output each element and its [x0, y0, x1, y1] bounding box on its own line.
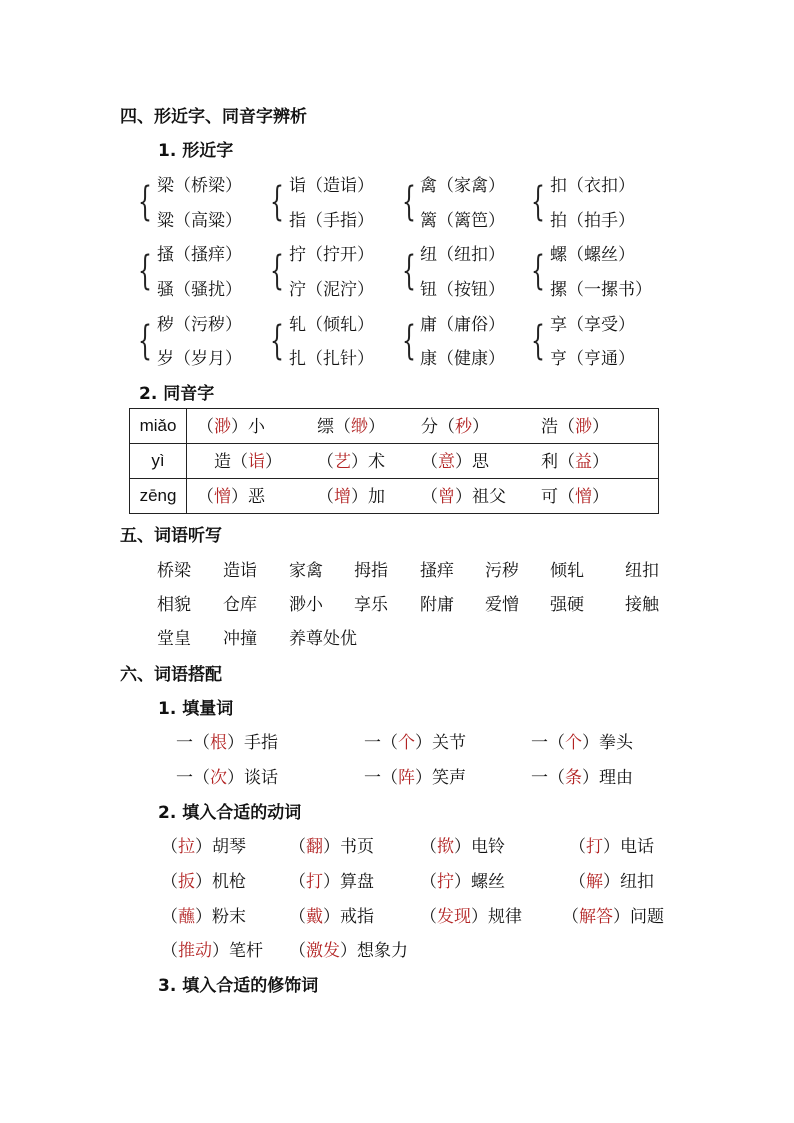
brace: { — [138, 179, 152, 225]
group-line: 骚（骚扰） — [157, 280, 242, 300]
dictation-word: 纽扣 — [625, 561, 659, 581]
section-5-title: 五、词语听写 — [120, 526, 222, 546]
group-line: 粱（高粱） — [157, 211, 242, 231]
dictation-word: 搔痒 — [420, 561, 454, 581]
dictation-word: 冲撞 — [223, 629, 257, 649]
brace: { — [402, 248, 416, 294]
subsection-similar-chars: 1. 形近字 — [158, 141, 234, 161]
subsection-measure-words: 1. 填量词 — [158, 699, 234, 719]
answer-char: 阵 — [398, 768, 415, 788]
brace: { — [270, 318, 284, 364]
word-post: ） — [592, 452, 609, 472]
verb-item: （打）算盘 — [289, 872, 374, 892]
word-post: ）加 — [351, 487, 385, 507]
group-line: 摞（一摞书） — [550, 280, 652, 300]
verb-item: （蘸）粉末 — [161, 907, 246, 927]
answer-word: 蘸 — [178, 907, 195, 927]
group-line: 轧（倾轧） — [289, 315, 374, 335]
dictation-word: 附庸 — [420, 595, 454, 615]
dictation-word: 渺小 — [289, 595, 323, 615]
verb-item: （发现）规律 — [420, 907, 522, 927]
subsection-homophones: 2. 同音字 — [139, 384, 215, 404]
brace: { — [138, 318, 152, 364]
group-line: 享（享受） — [550, 315, 635, 335]
answer-char: 增 — [334, 487, 351, 507]
answer-word: 拉 — [178, 837, 195, 857]
table-row — [130, 409, 659, 444]
group-line: 扣（衣扣） — [550, 176, 635, 196]
answer-word: 解 — [586, 872, 603, 892]
answer-char: 条 — [565, 768, 582, 788]
brace: { — [402, 318, 416, 364]
group-line: 泞（泥泞） — [289, 280, 374, 300]
group-line: 拧（拧开） — [289, 245, 374, 265]
answer-char: 秒 — [455, 417, 472, 437]
verb-item: （推动）笔杆 — [161, 941, 263, 961]
answer-char: 次 — [210, 768, 227, 788]
verb-item: （打）电话 — [569, 837, 654, 857]
group-line: 篱（篱笆） — [420, 211, 505, 231]
answer-char: 渺 — [575, 417, 592, 437]
group-line: 禽（家禽） — [420, 176, 505, 196]
group-line: 康（健康） — [420, 349, 505, 369]
answer-word: 揿 — [437, 837, 454, 857]
word-pre: （ — [197, 417, 214, 437]
measure-item: 一（根）手指 — [176, 733, 278, 753]
answer-word: 打 — [586, 837, 603, 857]
word-pre: （ — [197, 487, 214, 507]
measure-item: 一（个）拳头 — [531, 733, 633, 753]
brace: { — [531, 318, 545, 364]
measure-item: 一（条）理由 — [531, 768, 633, 788]
answer-char: 渺 — [214, 417, 231, 437]
word-pre: 可（ — [541, 487, 575, 507]
verb-item: （扳）机枪 — [161, 872, 246, 892]
subsection-verbs: 2. 填入合适的动词 — [158, 803, 302, 823]
dictation-word: 污秽 — [485, 561, 519, 581]
answer-word: 打 — [306, 872, 323, 892]
word-post: ）术 — [351, 452, 385, 472]
answer-char: 艺 — [334, 452, 351, 472]
verb-item: （翻）书页 — [289, 837, 374, 857]
group-line: 梁（桥梁） — [157, 176, 242, 196]
dictation-word: 享乐 — [354, 595, 388, 615]
brace: { — [138, 248, 152, 294]
word-pre: （ — [317, 487, 334, 507]
dictation-word: 强硬 — [550, 595, 584, 615]
word-post: ）祖父 — [455, 487, 506, 507]
verb-item: （解答）问题 — [562, 907, 664, 927]
dictation-word: 拇指 — [354, 561, 388, 581]
answer-char: 个 — [398, 733, 415, 753]
word-pre: 缥（ — [317, 417, 351, 437]
word-post: ） — [592, 487, 609, 507]
answer-char: 憎 — [575, 487, 592, 507]
measure-item: 一（次）谈话 — [176, 768, 278, 788]
words-cell — [187, 479, 659, 514]
word-pre: 分（ — [421, 417, 455, 437]
word-pre: （ — [317, 452, 334, 472]
pinyin-cell: miǎo — [130, 409, 187, 444]
word-pre: （ — [421, 452, 438, 472]
word-pre: 利（ — [541, 452, 575, 472]
dictation-word: 接触 — [625, 595, 659, 615]
table-row — [130, 479, 659, 514]
subsection-modifiers: 3. 填入合适的修饰词 — [158, 976, 319, 996]
verb-item: （解）纽扣 — [569, 872, 654, 892]
dictation-word: 爱憎 — [485, 595, 519, 615]
dictation-word: 仓库 — [223, 595, 257, 615]
group-line: 庸（庸俗） — [420, 315, 505, 335]
word-post: ） — [472, 417, 489, 437]
dictation-word: 堂皇 — [157, 629, 191, 649]
brace: { — [531, 248, 545, 294]
answer-char: 诣 — [248, 452, 265, 472]
words-cell — [187, 444, 659, 479]
homophone-table — [129, 408, 659, 514]
group-line: 秽（污秽） — [157, 315, 242, 335]
answer-char: 益 — [575, 452, 592, 472]
group-line: 拍（拍手） — [550, 211, 635, 231]
group-line: 纽（纽扣） — [420, 245, 505, 265]
section-6-title: 六、词语搭配 — [120, 665, 222, 685]
verb-item: （拧）螺丝 — [420, 872, 505, 892]
verb-item: （揿）电铃 — [420, 837, 505, 857]
answer-char: 憎 — [214, 487, 231, 507]
dictation-word: 倾轧 — [550, 561, 584, 581]
verb-item: （戴）戒指 — [289, 907, 374, 927]
word-post: ） — [368, 417, 385, 437]
group-line: 搔（搔痒） — [157, 245, 242, 265]
dictation-word: 相貌 — [157, 595, 191, 615]
group-line: 扎（扎针） — [289, 349, 374, 369]
brace: { — [270, 179, 284, 225]
answer-word: 翻 — [306, 837, 323, 857]
group-line: 钮（按钮） — [420, 280, 505, 300]
group-line: 岁（岁月） — [157, 349, 242, 369]
word-post: ） — [592, 417, 609, 437]
answer-word: 推动 — [178, 941, 212, 961]
dictation-word: 桥梁 — [157, 561, 191, 581]
answer-char: 缈 — [351, 417, 368, 437]
brace: { — [402, 179, 416, 225]
answer-word: 发现 — [437, 907, 471, 927]
measure-item: 一（个）关节 — [364, 733, 466, 753]
group-line: 指（手指） — [289, 211, 374, 231]
measure-item: 一（阵）笑声 — [364, 768, 466, 788]
answer-char: 曾 — [438, 487, 455, 507]
verb-item: （拉）胡琴 — [161, 837, 246, 857]
word-pre: 造（ — [214, 452, 248, 472]
verb-item: （激发）想象力 — [289, 941, 408, 961]
group-line: 螺（螺丝） — [550, 245, 635, 265]
answer-char: 根 — [210, 733, 227, 753]
dictation-word: 家禽 — [289, 561, 323, 581]
section-4-title: 四、形近字、同音字辨析 — [120, 107, 307, 127]
brace: { — [270, 248, 284, 294]
pinyin-cell: zēng — [130, 479, 187, 514]
word-post: ）思 — [455, 452, 489, 472]
group-line: 诣（造诣） — [289, 176, 374, 196]
table-row — [130, 444, 659, 479]
dictation-word: 养尊处优 — [289, 629, 357, 649]
word-pre: （ — [421, 487, 438, 507]
answer-word: 激发 — [306, 941, 340, 961]
answer-char: 意 — [438, 452, 455, 472]
group-line: 亨（亨通） — [550, 349, 635, 369]
word-post: ） — [265, 452, 282, 472]
word-post: ）小 — [231, 417, 265, 437]
word-pre: 浩（ — [541, 417, 575, 437]
brace: { — [531, 179, 545, 225]
word-post: ）恶 — [231, 487, 265, 507]
pinyin-cell: yì — [130, 444, 187, 479]
dictation-word: 造诣 — [223, 561, 257, 581]
answer-word: 解答 — [579, 907, 613, 927]
answer-word: 拧 — [437, 872, 454, 892]
answer-word: 扳 — [178, 872, 195, 892]
answer-char: 个 — [565, 733, 582, 753]
words-cell — [187, 409, 659, 444]
answer-word: 戴 — [306, 907, 323, 927]
